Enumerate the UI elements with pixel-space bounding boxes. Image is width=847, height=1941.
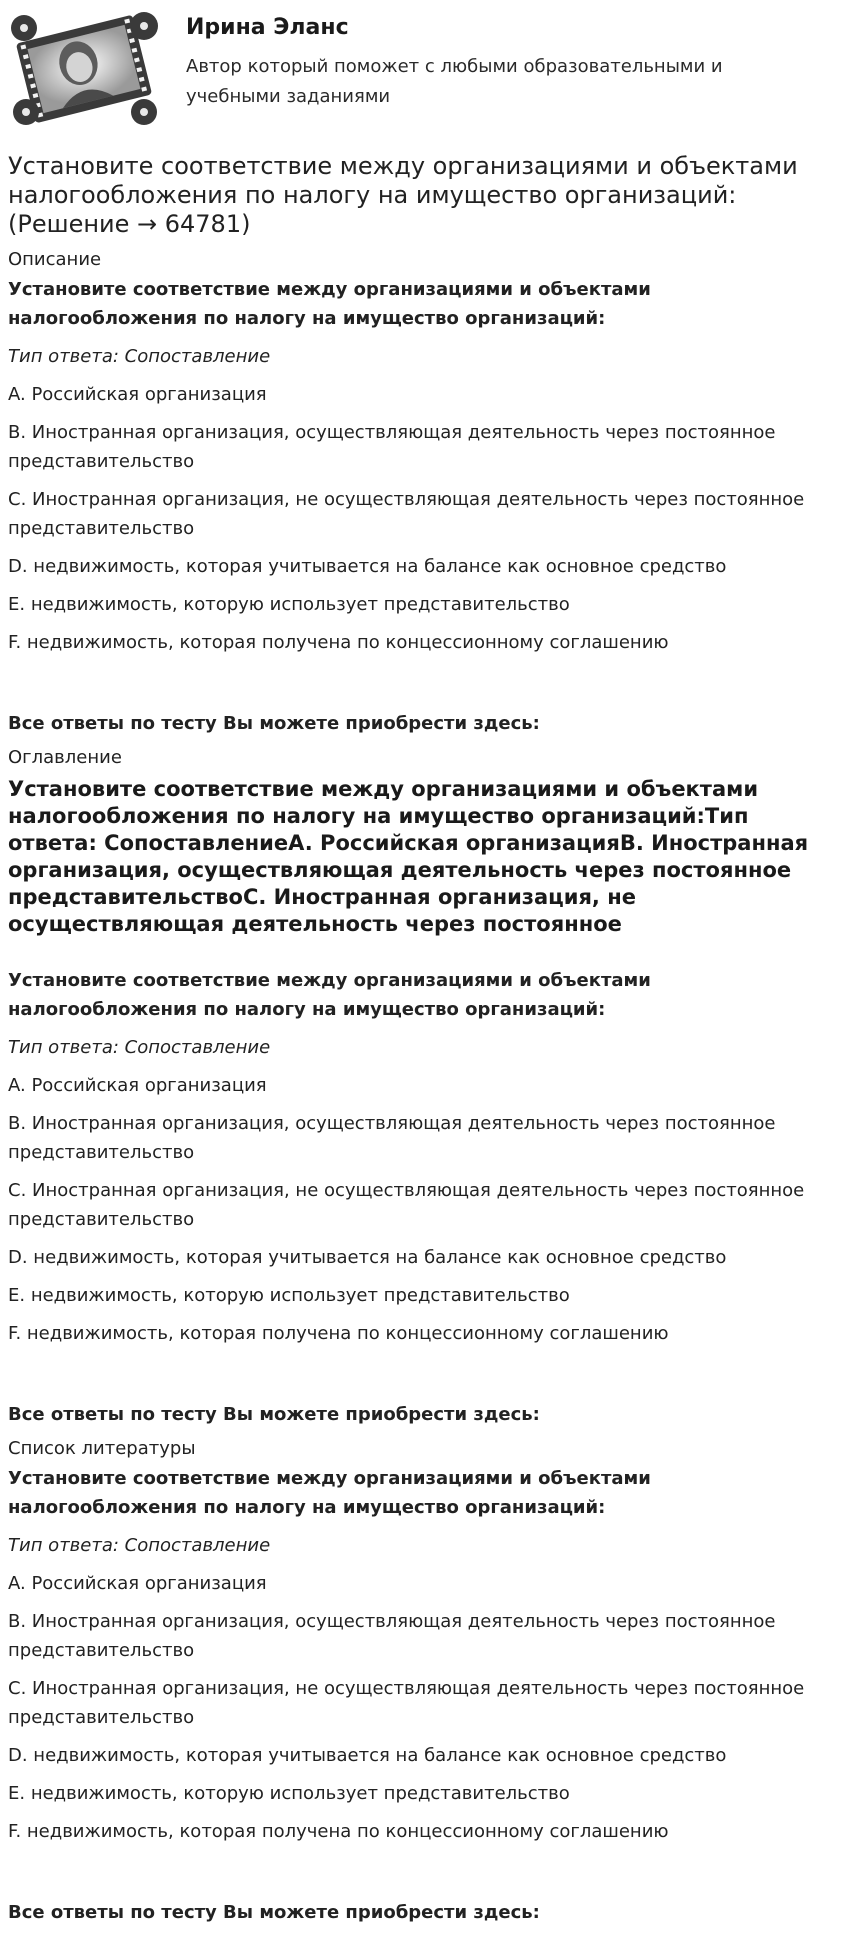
- toc-block: [8, 966, 838, 1429]
- author-name: Ирина Эланс: [186, 15, 349, 40]
- option-c: C. Иностранная организация, не осуществляющая деятельность через постоянное представительство: [8, 1180, 805, 1230]
- question-heading: Установите соответствие между организациями и объектами налогообложения по налогу на имущество организаций:: [8, 1468, 651, 1518]
- author-avatar: [8, 8, 160, 130]
- option-e: E. недвижимость, которую использует представительство: [8, 1285, 570, 1306]
- page-title: Установите соответствие между организациями и объектами налогообложения по налогу на имущество организаций: (Решение → 64781): [8, 152, 798, 238]
- option-a: A. Российская организация: [8, 1075, 267, 1096]
- option-b: B. Иностранная организация, осуществляющая деятельность через постоянное представительство: [8, 1611, 776, 1661]
- answer-type: Тип ответа: Сопоставление: [8, 1037, 271, 1058]
- option-c: C. Иностранная организация, не осуществляющая деятельность через постоянное представительство: [8, 1678, 805, 1728]
- purchase-note: Все ответы по тесту Вы можете приобрести здесь:: [8, 1404, 540, 1425]
- author-card: [8, 8, 838, 130]
- answer-type: Тип ответа: Сопоставление: [8, 1535, 271, 1556]
- author-description: Автор который поможет с любыми образовательными и учебными заданиями: [186, 56, 723, 107]
- option-f: F. недвижимость, которая получена по концессионному соглашению: [8, 1323, 669, 1344]
- section-label-toc: Оглавление: [8, 747, 122, 768]
- toc-title: Установите соответствие между организациями и объектами налогообложения по налогу на имущество организаций:Тип ответа: СопоставлениеA. Российская организацияB. Иностранная организация, осуществляющая деятельность через постоянное представительствоC. Иностранная организация, не осуществляющая деятельность через постоянное: [8, 777, 809, 936]
- literature-block: [8, 1464, 838, 1927]
- section-label-description: Описание: [8, 249, 102, 270]
- option-d: D. недвижимость, которая учитывается на балансе как основное средство: [8, 556, 727, 577]
- option-a: A. Российская организация: [8, 1573, 267, 1594]
- option-b: B. Иностранная организация, осуществляющая деятельность через постоянное представительство: [8, 422, 776, 472]
- option-f: F. недвижимость, которая получена по концессионному соглашению: [8, 632, 669, 653]
- option-e: E. недвижимость, которую использует представительство: [8, 594, 570, 615]
- option-e: E. недвижимость, которую использует представительство: [8, 1783, 570, 1804]
- question-heading: Установите соответствие между организациями и объектами налогообложения по налогу на имущество организаций:: [8, 970, 651, 1020]
- option-b: B. Иностранная организация, осуществляющая деятельность через постоянное представительство: [8, 1113, 776, 1163]
- option-d: D. недвижимость, которая учитывается на балансе как основное средство: [8, 1745, 727, 1766]
- section-label-literature: Список литературы: [8, 1438, 196, 1459]
- question-heading: Установите соответствие между организациями и объектами налогообложения по налогу на имущество организаций:: [8, 279, 651, 329]
- option-f: F. недвижимость, которая получена по концессионному соглашению: [8, 1821, 669, 1842]
- option-d: D. недвижимость, которая учитывается на балансе как основное средство: [8, 1247, 727, 1268]
- answer-type: Тип ответа: Сопоставление: [8, 346, 271, 367]
- option-c: C. Иностранная организация, не осуществляющая деятельность через постоянное представительство: [8, 489, 805, 539]
- description-block: [8, 275, 838, 738]
- purchase-note: Все ответы по тесту Вы можете приобрести здесь:: [8, 713, 540, 734]
- purchase-note: Все ответы по тесту Вы можете приобрести здесь:: [8, 1902, 540, 1923]
- option-a: A. Российская организация: [8, 384, 267, 405]
